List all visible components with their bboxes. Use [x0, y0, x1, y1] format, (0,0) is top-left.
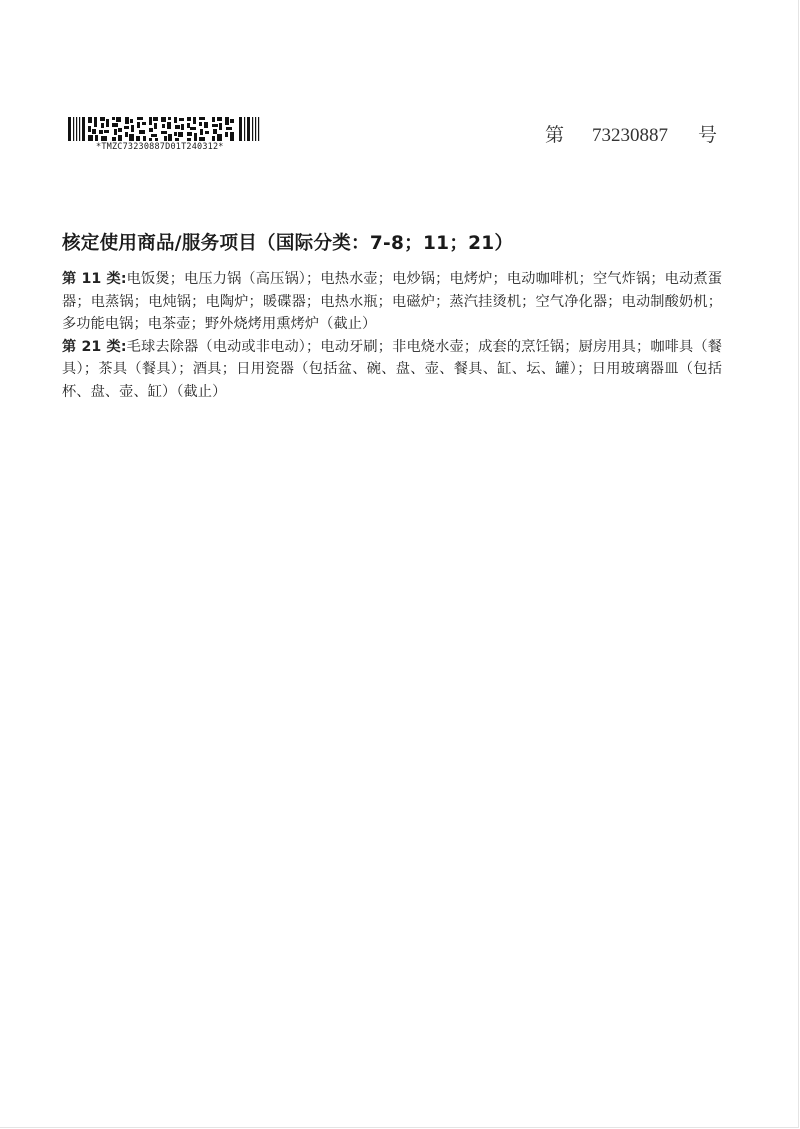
barcode-block [68, 117, 264, 152]
barcode-icon [68, 117, 264, 141]
page-title: 核定使用商品/服务项目（国际分类：7-8；11；21） [62, 233, 514, 254]
goods-services-list [62, 268, 722, 403]
class-11-paragraph [62, 268, 722, 336]
registration-number [545, 120, 717, 147]
class-items: 电饭煲；电压力锅（高压锅）；电热水壶；电炒锅；电烤炉；电动咖啡机；空气炸锅；电动煮蛋器；电蒸锅；电炖锅；电陶炉；暖碟器；电热水瓶；电磁炉；蒸汽挂烫机；空气净化器；电动制酸奶机；多功能电锅；电茶壶；野外烧烤用熏烤炉（截止） [62, 271, 722, 332]
class-label: 第 21 类: [62, 338, 127, 355]
class-label: 第 11 类: [62, 271, 127, 287]
class-items: 毛球去除器（电动或非电动）；电动牙刷；非电烧水壶；成套的烹饪锅；厨房用具；咖啡具（餐具）；茶具（餐具）；酒具；日用瓷器（包括盆、碗、盘、壶、餐具、缸、坛、罐）；日用玻璃器皿（包括杯、盘、壶、缸）（截止） [62, 338, 722, 400]
registration-prefix: 第 [545, 124, 565, 146]
registration-suffix: 号 [698, 124, 718, 146]
class-21-paragraph [62, 336, 722, 404]
registration-number-value: 73230887 [592, 125, 669, 146]
barcode-text: *TMZC73230887D01T240312* [96, 142, 224, 152]
